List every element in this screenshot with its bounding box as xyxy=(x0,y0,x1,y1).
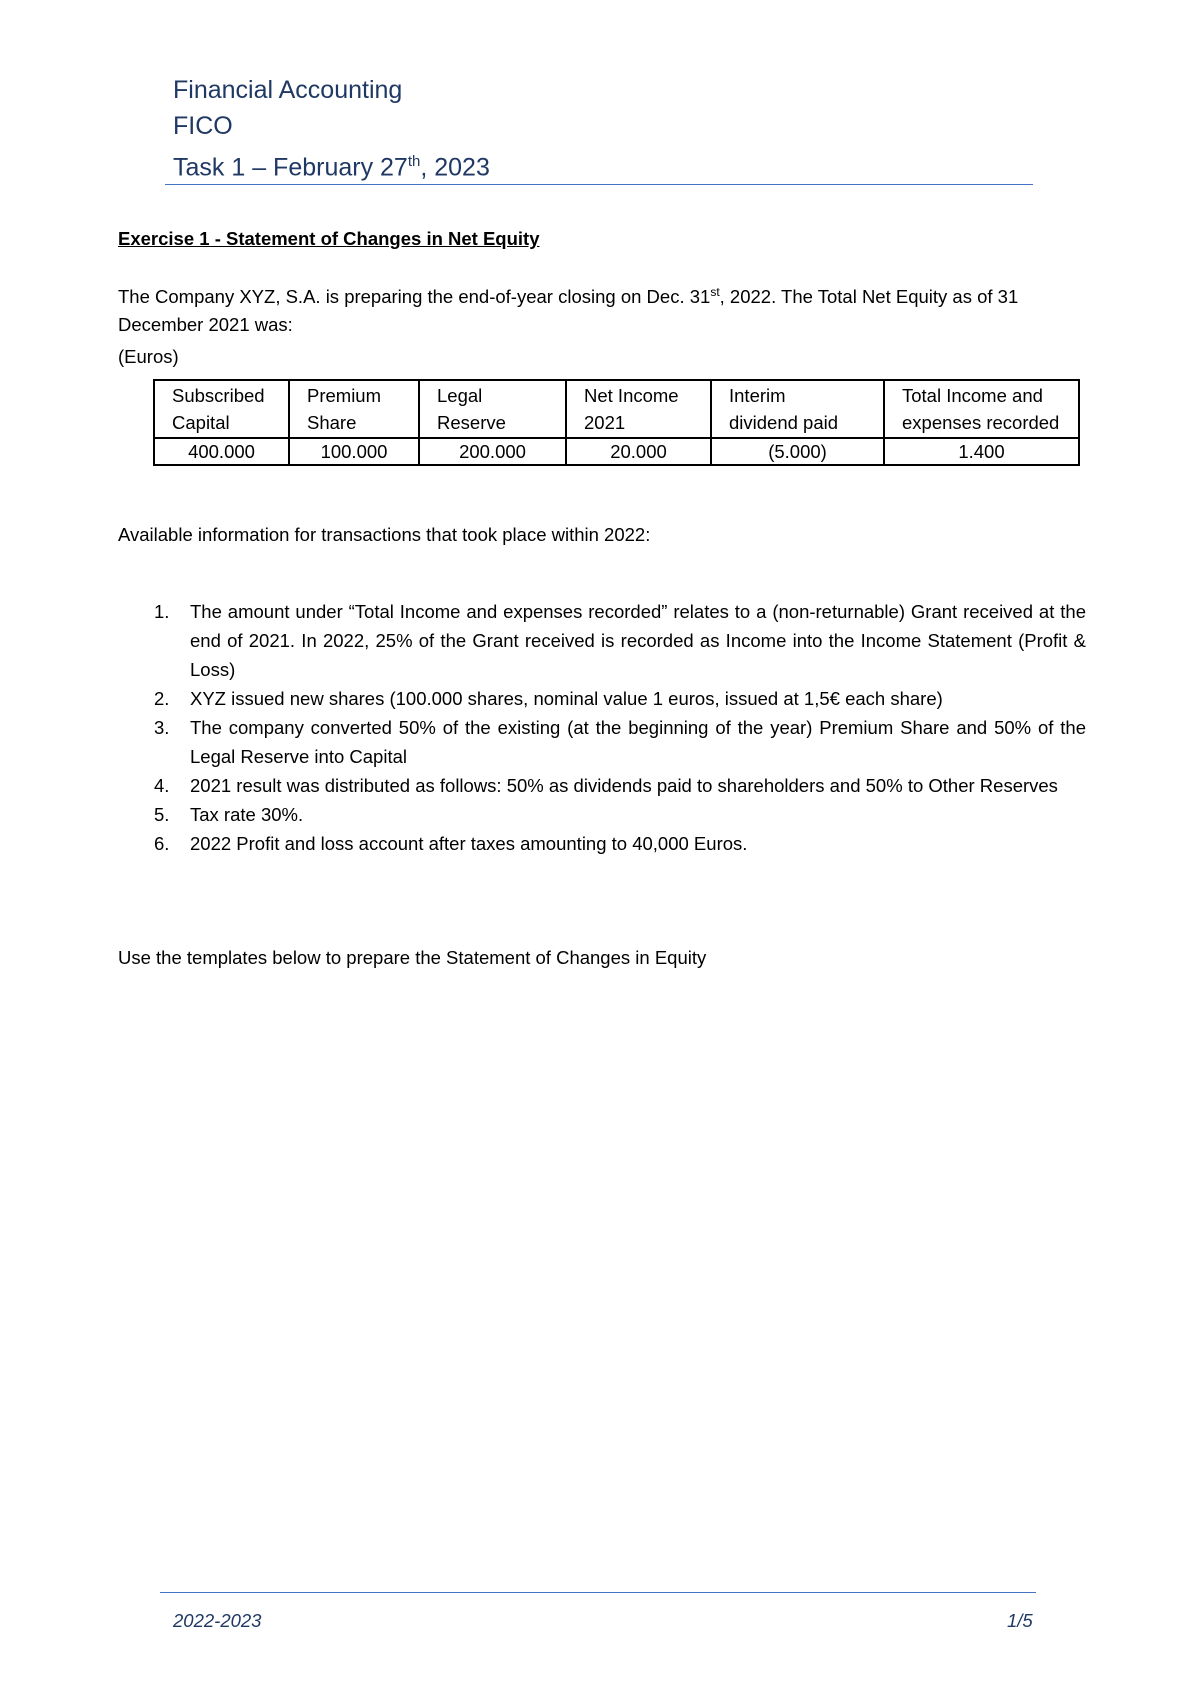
equity-table-value-row xyxy=(154,438,1079,465)
header-cell-net-income: Net Income 2021 xyxy=(566,380,711,438)
list-item-number: 1. xyxy=(154,601,170,622)
footer-academic-year: 2022-2023 xyxy=(173,1610,262,1631)
value-cell-total-income: 1.400 xyxy=(884,438,1079,465)
list-item-number: 3. xyxy=(154,717,170,738)
intro-text-part2: , 2022. The Total Net Equity as of 31 December 2021 was: xyxy=(118,286,1019,336)
header-cell-subscribed-capital: Subscribed Capital xyxy=(154,380,289,438)
intro-text-part1: The Company XYZ, S.A. is preparing the end-of-year closing on Dec. 31 xyxy=(118,286,711,308)
list-item xyxy=(118,684,1086,713)
value-cell-subscribed-capital: 400.000 xyxy=(154,438,289,465)
list-item-text: Tax rate 30%. xyxy=(190,804,304,825)
value-cell-premium-share: 100.000 xyxy=(289,438,419,465)
list-item-text: XYZ issued new shares (100.000 shares, nominal value 1 euros, issued at 1,5€ each share) xyxy=(190,688,943,709)
header-cell-legal-reserve: Legal Reserve xyxy=(419,380,566,438)
equity-table xyxy=(153,379,1080,466)
list-item-text: 2022 Profit and loss account after taxes amounting to 40,000 Euros. xyxy=(190,833,748,854)
footer-divider xyxy=(160,1592,1036,1593)
header-cell-premium-share: Premium Share xyxy=(289,380,419,438)
closing-instruction: Use the templates below to prepare the Statement of Changes in Equity xyxy=(118,947,707,968)
footer-page-number: 1/5 xyxy=(1007,1610,1033,1631)
value-cell-interim-dividend: (5.000) xyxy=(711,438,884,465)
list-item xyxy=(118,829,1086,858)
course-code: FICO xyxy=(173,112,233,140)
exercise-title: Exercise 1 - Statement of Changes in Net Equity xyxy=(118,228,540,249)
value-cell-legal-reserve: 200.000 xyxy=(419,438,566,465)
course-title: Financial Accounting xyxy=(173,76,403,104)
header-divider xyxy=(165,184,1033,185)
list-item xyxy=(118,713,1086,771)
task-title-year: , 2023 xyxy=(420,153,490,182)
intro-ordinal: st xyxy=(710,285,720,299)
transactions-list xyxy=(118,597,1086,858)
list-item-text: 2021 result was distributed as follows: 50% as dividends paid to shareholders and 50% to Other Reserves xyxy=(190,775,1058,796)
units-label: (Euros) xyxy=(118,346,179,367)
list-item-number: 2. xyxy=(154,688,170,709)
value-cell-net-income: 20.000 xyxy=(566,438,711,465)
list-item-number: 5. xyxy=(154,804,170,825)
task-title-ordinal: th xyxy=(407,153,421,170)
available-info-heading: Available information for transactions that took place within 2022: xyxy=(118,524,651,545)
header-cell-interim-dividend: Interim dividend paid xyxy=(711,380,884,438)
list-item-number: 4. xyxy=(154,775,170,796)
list-item xyxy=(118,771,1086,800)
list-item-text: The company converted 50% of the existing (at the beginning of the year) Premium Share and 50% of the Legal Reserve into Capital xyxy=(190,717,1086,767)
document-header xyxy=(173,72,490,185)
list-item xyxy=(118,800,1086,829)
equity-table-header-row xyxy=(154,380,1079,438)
list-item xyxy=(118,597,1086,684)
task-title xyxy=(173,144,490,185)
list-item-text: The amount under “Total Income and expenses recorded” relates to a (non-returnable) Grant received at the end of 2021. In 2022, 25% of the Grant received is recorded as Income into the Income Statement (Profit & Loss) xyxy=(190,601,1086,680)
task-title-main: Task 1 – February 27 xyxy=(173,153,408,182)
list-item-number: 6. xyxy=(154,833,170,854)
header-cell-total-income: Total Income and expenses recorded xyxy=(884,380,1079,438)
intro-paragraph xyxy=(118,278,1088,339)
